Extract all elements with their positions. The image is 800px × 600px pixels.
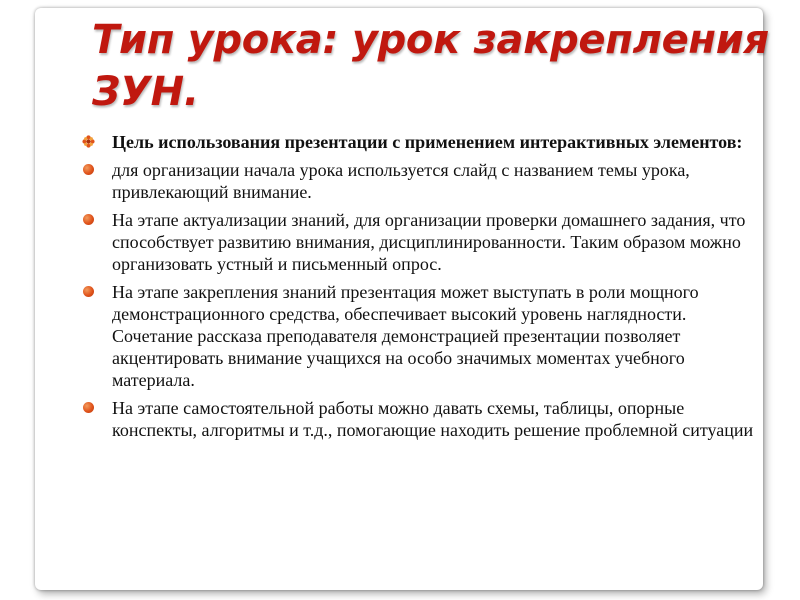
bullet-text: На этапе актуализации знаний, для организации проверки домашнего задания, что способствует развитию внимания, дисциплинированности. Таким образом можно организовать устный и письменный опрос. xyxy=(112,210,746,274)
bullet-list xyxy=(82,131,762,447)
dot-bullet-icon xyxy=(83,164,94,175)
flower-bullet-icon xyxy=(82,135,95,148)
bullet-text: Цель использования презентации с применением интерактивных элементов: xyxy=(112,132,743,152)
bullet-item xyxy=(82,209,762,275)
slide-title: Тип урока: урок закрепления ЗУН. xyxy=(92,17,769,115)
bullet-item xyxy=(82,397,762,441)
bullet-text: На этапе закрепления знаний презентация может выступать в роли мощного демонстрационного средства, обеспечивает высокий уровень наглядности. Сочетание рассказа преподавателя демонстрацией презентации позволяет акцентировать внимание учащихся на особо значимых моментах учебного материала. xyxy=(112,282,699,390)
dot-bullet-icon xyxy=(83,402,94,413)
bullet-item xyxy=(82,159,762,203)
bullet-text: На этапе самостоятельной работы можно давать схемы, таблицы, опорные конспекты, алгоритмы и т.д., помогающие находить решение проблемной ситуации xyxy=(112,398,754,440)
bullet-item xyxy=(82,131,762,153)
bullet-text: для организации начала урока используется слайд с названием темы урока, привлекающий внимание. xyxy=(112,160,690,202)
dot-bullet-icon xyxy=(83,214,94,225)
bullet-item xyxy=(82,281,762,391)
dot-bullet-icon xyxy=(83,286,94,297)
